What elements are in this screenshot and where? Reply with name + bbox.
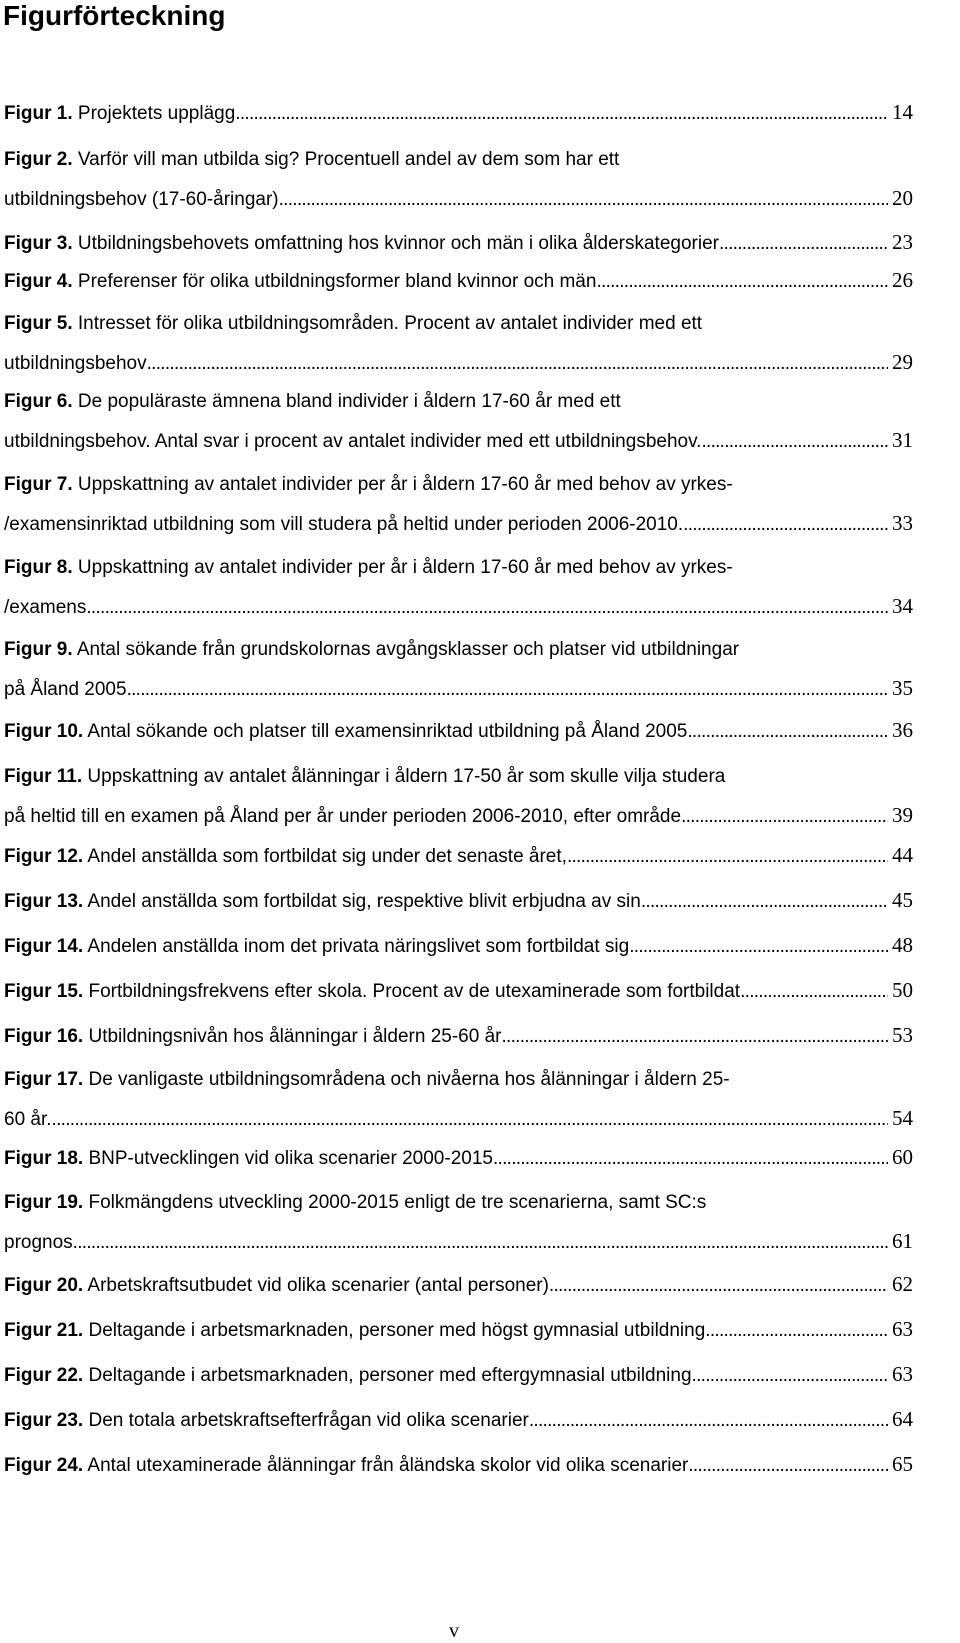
page-reference[interactable]: 36 [892, 718, 913, 742]
dot-leader [279, 188, 888, 212]
page-reference[interactable]: 62 [892, 1272, 913, 1296]
page-reference[interactable]: 53 [892, 1023, 913, 1047]
toc-entry[interactable] [4, 556, 913, 632]
figure-label: Figur 8. [4, 557, 73, 578]
page-reference[interactable]: 61 [892, 1229, 913, 1253]
dot-leader [681, 805, 888, 829]
dot-leader [629, 935, 888, 959]
page-reference[interactable]: 64 [892, 1407, 913, 1431]
figure-caption-line: Projektets upplägg [72, 103, 236, 124]
page-reference[interactable]: 35 [892, 676, 913, 700]
toc-entry[interactable] [4, 843, 913, 881]
page-reference[interactable]: 48 [892, 933, 913, 957]
page-number: v [449, 1620, 459, 1642]
toc-entry[interactable] [4, 1362, 913, 1400]
toc-entry[interactable] [4, 718, 913, 756]
dot-leader [549, 1274, 888, 1298]
figure-label: Figur 13. [4, 891, 84, 912]
dot-leader [127, 678, 888, 702]
figure-caption-line: Fortbildningsfrekvens efter skola. Procent av de utexaminerade som fortbildat [83, 981, 741, 1002]
toc-entry[interactable] [4, 638, 913, 714]
page-reference[interactable]: 34 [892, 594, 913, 618]
figure-label: Figur 23. [4, 1410, 84, 1431]
page-reference[interactable]: 54 [892, 1106, 913, 1130]
page-reference[interactable]: 31 [892, 428, 913, 452]
page-reference[interactable]: 50 [892, 978, 913, 1002]
figure-label: Figur 1. [4, 103, 73, 124]
page-reference[interactable]: 33 [892, 511, 913, 535]
dot-leader [73, 1231, 888, 1255]
figure-caption-line: Deltagande i arbetsmarknaden, personer med högst gymnasial utbildning [83, 1320, 706, 1341]
figure-caption-line: Uppskattning av antalet individer per år i åldern 17-60 år med behov av yrkes- [72, 557, 733, 578]
dot-leader [683, 513, 888, 537]
figure-label: Figur 20. [4, 1275, 84, 1296]
dot-leader [688, 1454, 888, 1478]
figure-caption-line: Intresset för olika utbildningsområden. Procent av antalet individer med ett [72, 313, 703, 334]
figure-caption-line: på heltid till en examen på Åland per år under perioden 2006-2010, efter område [4, 806, 682, 827]
page-reference[interactable]: 60 [892, 1145, 913, 1169]
figure-label: Figur 11. [4, 766, 83, 787]
page-reference[interactable]: 26 [892, 268, 913, 292]
page-reference[interactable]: 44 [892, 843, 913, 867]
figure-caption-line: Antal utexaminerade ålänningar från åländska skolor vid olika scenarier [83, 1455, 689, 1476]
page-reference[interactable]: 45 [892, 888, 913, 912]
figure-caption-line: utbildningsbehov (17-60-åringar) [4, 189, 279, 210]
figure-caption-line: utbildningsbehov [4, 353, 147, 374]
figure-caption-line: Uppskattning av antalet ålänningar i åldern 17-50 år som skulle vilja studera [82, 766, 726, 787]
dot-leader [701, 430, 888, 454]
toc-entry[interactable] [4, 765, 913, 841]
dot-leader [687, 720, 888, 744]
toc-entry[interactable] [4, 978, 913, 1016]
toc-entry[interactable] [4, 473, 913, 549]
figure-caption-line: De vanligaste utbildningsområdena och nivåerna hos ålänningar i åldern 25- [83, 1069, 730, 1090]
figure-caption-line: Uppskattning av antalet individer per år i åldern 17-60 år med behov av yrkes- [72, 474, 733, 495]
page-reference[interactable]: 63 [892, 1317, 913, 1341]
figure-caption-line: prognos [4, 1232, 73, 1253]
figure-label: Figur 4. [4, 271, 73, 292]
toc-entry[interactable] [4, 148, 913, 224]
figure-label: Figur 19. [4, 1192, 84, 1213]
figure-caption-line: BNP-utvecklingen vid olika scenarier 2000-2015 [83, 1148, 493, 1169]
figure-label: Figur 21. [4, 1320, 84, 1341]
figure-caption-line: Preferenser för olika utbildningsformer bland kvinnor och män [72, 271, 597, 292]
dot-leader [86, 596, 888, 620]
figure-caption-line: 60 år. [4, 1109, 52, 1130]
figure-caption-line: De populäraste ämnena bland individer i åldern 17-60 år med ett [72, 391, 621, 412]
dot-leader [52, 1108, 888, 1132]
dot-leader [147, 352, 888, 376]
figure-caption-line: Utbildningsnivån hos ålänningar i åldern 25-60 år [83, 1026, 502, 1047]
toc-entry[interactable] [4, 1023, 913, 1061]
figure-label: Figur 5. [4, 313, 73, 334]
figure-caption-line: Folkmängdens utveckling 2000-2015 enligt de tre scenarierna, samt SC:s [83, 1192, 707, 1213]
toc-entry[interactable] [4, 1317, 913, 1355]
toc-entry[interactable] [4, 933, 913, 971]
dot-leader [567, 845, 888, 869]
figure-label: Figur 22. [4, 1365, 84, 1386]
figure-label: Figur 12. [4, 846, 84, 867]
figure-label: Figur 7. [4, 474, 73, 495]
figure-label: Figur 9. [4, 639, 73, 660]
figure-label: Figur 15. [4, 981, 84, 1002]
page-reference[interactable]: 14 [892, 100, 913, 124]
dot-leader [740, 980, 888, 1004]
figure-label: Figur 2. [4, 149, 73, 170]
figure-caption-line: utbildningsbehov. Antal svar i procent av antalet individer med ett utbildningsbehov. [4, 431, 702, 452]
figure-caption-line: Andelen anställda inom det privata näringslivet som fortbildat sig [83, 936, 630, 957]
dot-leader [719, 232, 888, 256]
page-reference[interactable]: 29 [892, 350, 913, 374]
figure-caption-line: Andel anställda som fortbildat sig under det senaste året, [83, 846, 567, 867]
figure-caption-line: /examensinriktad utbildning som vill studera på heltid under perioden 2006-2010. [4, 514, 684, 535]
page-reference[interactable]: 39 [892, 803, 913, 827]
toc-entry[interactable] [4, 1068, 913, 1144]
dot-leader [529, 1409, 888, 1433]
figure-caption-line: Utbildningsbehovets omfattning hos kvinnor och män i olika ålderskategorier [72, 233, 719, 254]
figure-caption-line: Arbetskraftsutbudet vid olika scenarier (antal personer) [83, 1275, 549, 1296]
figure-label: Figur 6. [4, 391, 73, 412]
figure-caption-line: Den totala arbetskraftsefterfrågan vid olika scenarier [83, 1410, 529, 1431]
toc-entry[interactable] [4, 268, 913, 306]
dot-leader [235, 102, 888, 126]
toc-entry[interactable] [4, 390, 913, 466]
dot-leader [596, 270, 888, 294]
figure-label: Figur 16. [4, 1026, 84, 1047]
dot-leader [493, 1147, 888, 1171]
page-reference[interactable]: 65 [892, 1452, 913, 1476]
page-title: Figurförteckning [3, 0, 226, 31]
page-reference[interactable]: 20 [892, 186, 913, 210]
dot-leader [501, 1025, 888, 1049]
figure-caption-line: Varför vill man utbilda sig? Procentuell andel av dem som har ett [72, 149, 620, 170]
page-reference[interactable]: 23 [892, 230, 913, 254]
figure-label: Figur 18. [4, 1148, 84, 1169]
figure-caption-line: Andel anställda som fortbildat sig, respektive blivit erbjudna av sin [83, 891, 641, 912]
figure-caption-line: Deltagande i arbetsmarknaden, personer med eftergymnasial utbildning [83, 1365, 692, 1386]
page-reference[interactable]: 63 [892, 1362, 913, 1386]
toc-entry[interactable] [4, 1407, 913, 1445]
figure-caption-line: på Åland 2005 [4, 679, 127, 700]
toc-entry[interactable] [4, 1272, 913, 1310]
toc-entry[interactable] [4, 230, 913, 268]
toc-entry[interactable] [4, 888, 913, 926]
figure-label: Figur 24. [4, 1455, 84, 1476]
dot-leader [705, 1319, 888, 1343]
dot-leader [692, 1364, 888, 1388]
figure-label: Figur 14. [4, 936, 84, 957]
figure-caption-line: Antal sökande och platser till examensinriktad utbildning på Åland 2005 [83, 721, 688, 742]
dot-leader [641, 890, 888, 914]
toc-entry[interactable] [4, 1452, 913, 1490]
toc-entry[interactable] [4, 1145, 913, 1183]
figure-caption-line: Antal sökande från grundskolornas avgångsklasser och platser vid utbildningar [72, 639, 740, 660]
figure-label: Figur 10. [4, 721, 84, 742]
figure-label: Figur 17. [4, 1069, 84, 1090]
figure-caption-line: /examens [4, 597, 87, 618]
toc-entry[interactable] [4, 312, 913, 388]
toc-entry[interactable] [4, 100, 913, 138]
toc-entry[interactable] [4, 1191, 913, 1267]
figure-label: Figur 3. [4, 233, 73, 254]
